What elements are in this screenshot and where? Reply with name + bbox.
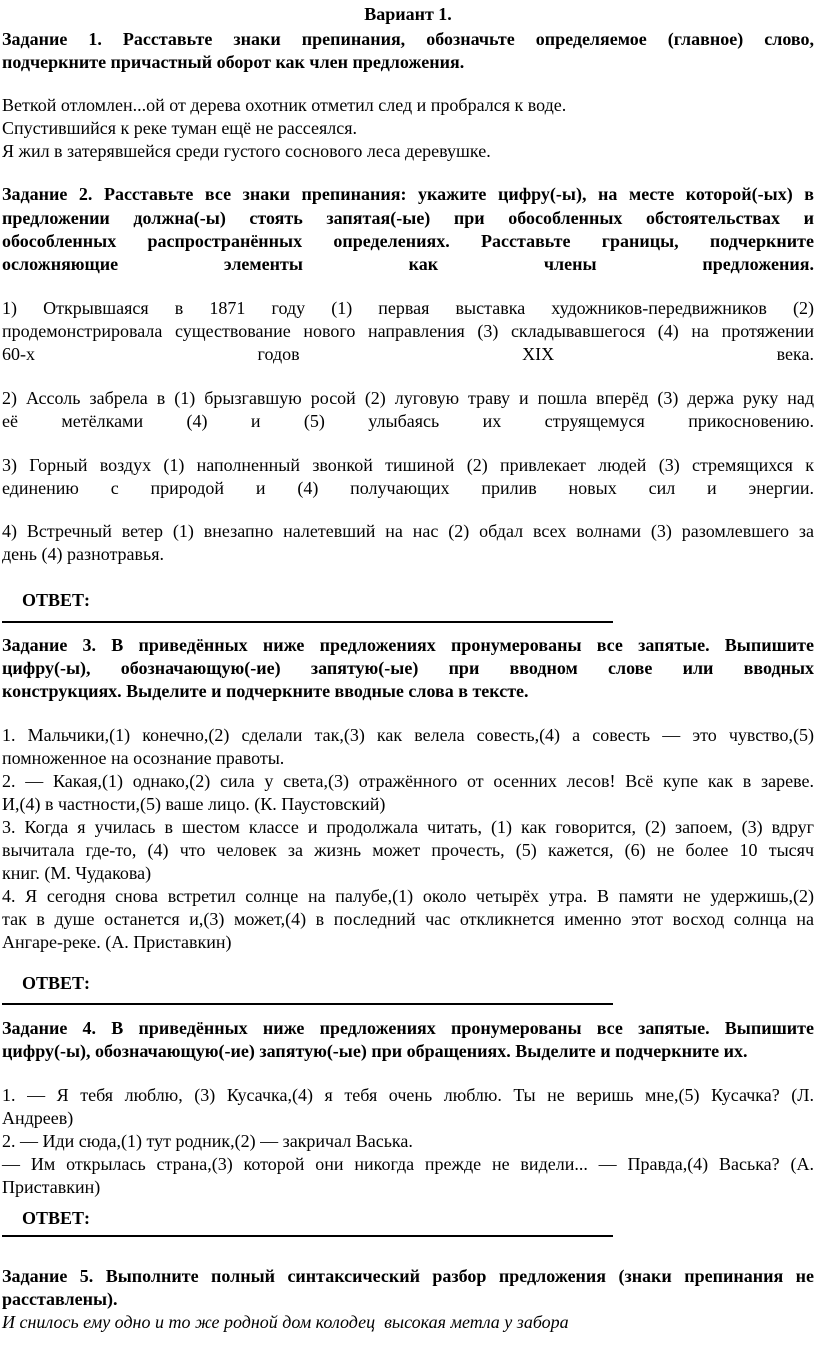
task2-item1-line-2: продемонстрировала существование нового направления (3) складывавшегося (4) на протяжении: [2, 321, 814, 341]
task4-heading-line-2: цифру(-ы), обозначающую(-ие) запятую(-ые) при обращениях. Выделите и подчеркните их.: [2, 1041, 748, 1061]
task4-answer-label: ОТВЕТ:: [22, 1208, 91, 1228]
task4-answer-rule: [2, 1235, 613, 1237]
task3-line-4: И,(4) в частности,(5) ваше лицо. (К. Паустовский): [2, 794, 386, 814]
task3-answer-rule: [2, 1003, 613, 1005]
task2-item3-line-2: единению с природой и (4) получающих прилив новых сил и энергии.: [2, 478, 814, 498]
task3-line-9: так в душе останется и,(3) может,(4) в последний час откликнется именно этот восход солнца на: [2, 909, 814, 929]
task3-line-10: Ангаре-реке. (А. Приставкин): [2, 932, 232, 952]
task2-item4-line-1: 4) Встречный ветер (1) внезапно налетевший на нас (2) обдал всех волнами (3) разомлевшего за: [2, 521, 814, 541]
task3-line-1: 1. Мальчики,(1) конечно,(2) сделали так,(3) как велела совесть,(4) а совесть — это чувство,(5): [2, 725, 814, 745]
task2-answer-rule: [2, 621, 613, 623]
task3-heading-line-1: Задание 3. В приведённых ниже предложениях пронумерованы все запятые. Выпишите: [2, 635, 814, 655]
task2-item1-line-1: 1) Открывшаяся в 1871 году (1) первая выставка художников-передвижников (2): [2, 298, 814, 318]
task3-heading-line-2: цифру(-ы), обозначающую(-ие) запятую(-ые) при вводном слове или вводных: [2, 658, 814, 678]
task4-line-4: — Им открылась страна,(3) которой они никогда прежде не видели... — Правда,(4) Васька? (А.: [2, 1154, 814, 1174]
task4-heading-line-1: Задание 4. В приведённых ниже предложениях пронумерованы все запятые. Выпишите: [2, 1018, 814, 1038]
task2-heading-line-1: Задание 2. Расставьте все знаки препинания: укажите цифру(-ы), на месте которой(-ых) в: [2, 184, 814, 204]
task4-line-1: 1. — Я тебя люблю, (3) Кусачка,(4) я тебя очень люблю. Ты не веришь мне,(5) Кусачка? (Л.: [2, 1085, 814, 1105]
page-title: Вариант 1.: [364, 4, 452, 24]
task3-line-6: вычитала где-то, (4) что человек за жизнь может прочесть, (5) кажется, (6) не более 10 тысяч: [2, 840, 814, 860]
task3-line-5: 3. Когда я училась в шестом классе и продолжала читать, (1) как говорится, (2) запоем, (3) вдруг: [2, 817, 814, 837]
task2-item4-line-2: день (4) разнотравья.: [2, 544, 165, 564]
task3-line-8: 4. Я сегодня снова встретил солнце на палубе,(1) около четырёх утра. В памяти не удержишь,(2): [2, 886, 814, 906]
task1-sentence-1: Веткой отломлен...ой от дерева охотник отметил след и пробрался к воде.: [2, 95, 567, 115]
task3-heading-line-3: конструкциях. Выделите и подчеркните вводные слова в тексте.: [2, 681, 529, 701]
task3-line-3: 2. — Какая,(1) однако,(2) сила у света,(3) отражённого от осенних лесов! Всё купе как в зареве.: [2, 771, 814, 791]
task1-heading-line-1: Задание 1. Расставьте знаки препинания, обозначьте определяемое (главное) слово,: [2, 29, 814, 49]
task4-line-5: Приставкин): [2, 1177, 101, 1197]
task3-answer-label: ОТВЕТ:: [22, 973, 91, 993]
task4-line-2: Андреев): [2, 1108, 74, 1128]
task1-sentence-3: Я жил в затерявшейся среди густого соснового леса деревушке.: [2, 141, 491, 161]
task2-heading-line-4: осложняющие элементы как члены предложения.: [2, 254, 814, 274]
task2-answer-label: ОТВЕТ:: [22, 590, 91, 610]
task5-heading-line-2: расставлены).: [2, 1289, 118, 1309]
task2-heading-line-2: предложении должна(-ы) стоять запятая(-ые) при обособленных обстоятельствах и: [2, 208, 814, 228]
task1-sentence-2: Спустившийся к реке туман ещё не рассеялся.: [2, 118, 357, 138]
task5-heading-line-1: Задание 5. Выполните полный синтаксический разбор предложения (знаки препинания не: [2, 1266, 814, 1286]
task3-line-2: помноженное на осознание правоты.: [2, 748, 285, 768]
task2-heading-line-3: обособленных распространённых определениях. Расставьте границы, подчеркните: [2, 231, 814, 251]
task2-item2-line-2: её метёлками (4) и (5) улыбаясь их струящемуся прикосновению.: [2, 411, 814, 431]
task3-line-7: книг. (М. Чудакова): [2, 863, 152, 883]
task4-line-3: 2. — Иди сюда,(1) тут родник,(2) — закричал Васька.: [2, 1131, 413, 1151]
task1-heading-line-2: подчеркните причастный оборот как член предложения.: [2, 52, 465, 72]
task2-item1-line-3: 60-х годов XIX века.: [2, 344, 814, 364]
task2-item2-line-1: 2) Ассоль забрела в (1) брызгавшую росой (2) луговую траву и пошла вперёд (3) держа руку над: [2, 388, 814, 408]
task5-sentence: И снилось ему одно и то же родной дом колодец высокая метла у забора: [2, 1312, 569, 1332]
task2-item3-line-1: 3) Горный воздух (1) наполненный звонкой тишиной (2) привлекает людей (3) стремящихся к: [2, 455, 814, 475]
